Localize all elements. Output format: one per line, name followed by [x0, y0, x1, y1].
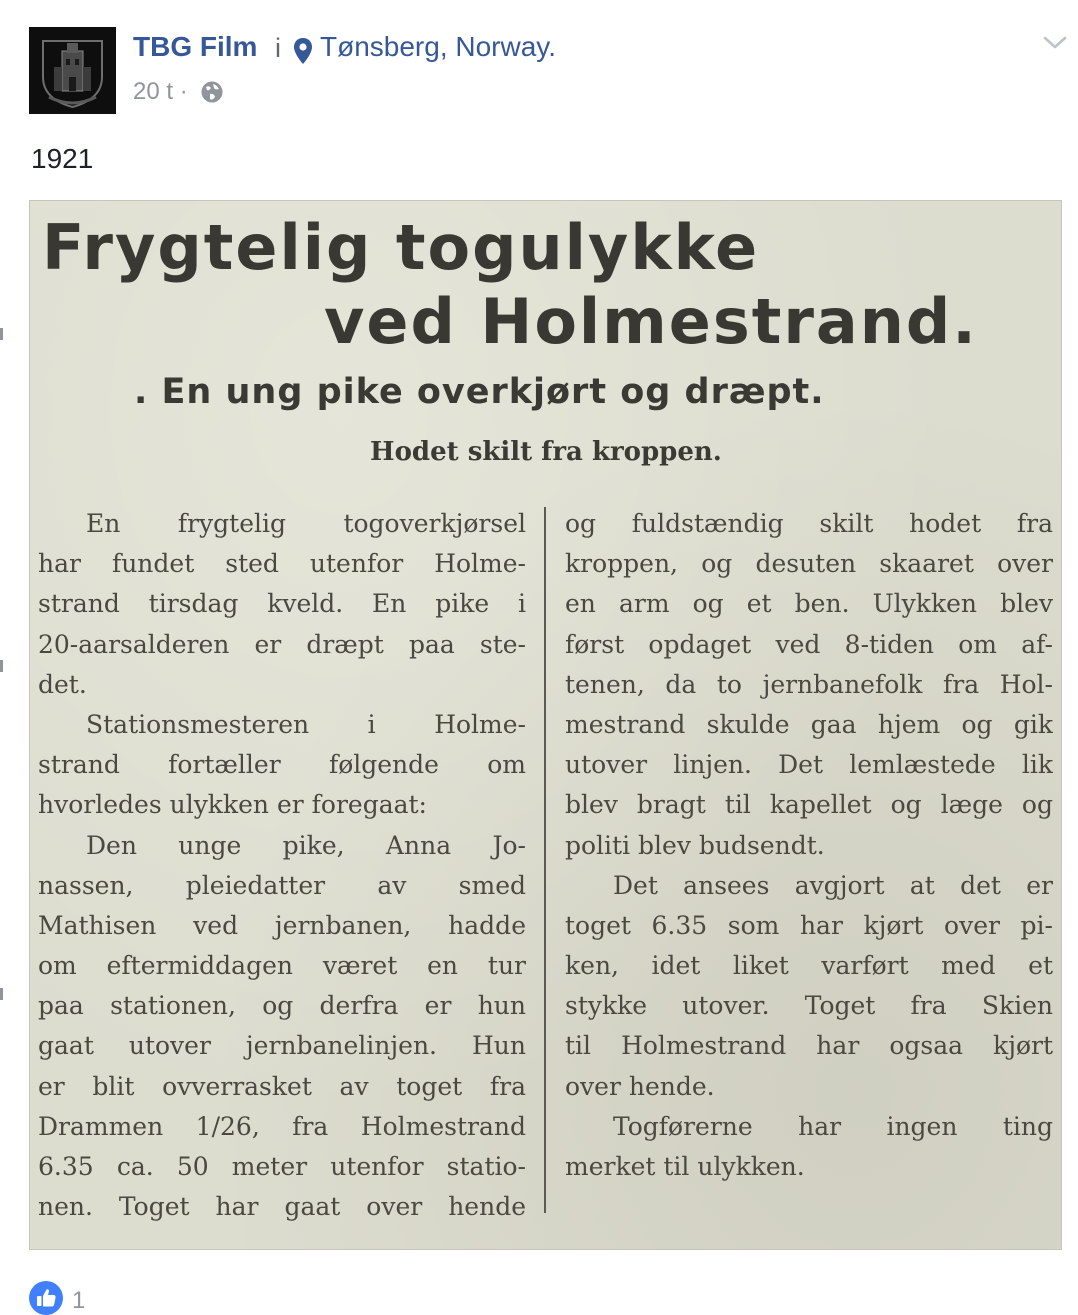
clipping-line: nassen, pleiedatter av smed — [38, 870, 526, 900]
clipping-line: om eftermiddagen været en tur — [38, 951, 526, 981]
clipping-line: først opdaget ved 8-tiden om af- — [565, 629, 1053, 659]
clipping-line: Stationsmesteren i Holme- — [86, 709, 526, 739]
clipping-line: har fundet sted utenfor Holme- — [38, 549, 526, 579]
edge-marker — [0, 660, 3, 672]
clipping-line: gaat utover jernbanelinjen. Hun — [38, 1031, 526, 1061]
page-name-link[interactable]: TBG Film — [133, 31, 258, 62]
edge-marker — [0, 988, 3, 1000]
clipping-line: Det ansees avgjort at det er — [613, 870, 1053, 900]
clipping-headline-line-2: ved Holmestrand. — [324, 285, 978, 358]
clipping-line: utover linjen. Det lemlæstede lik — [565, 750, 1053, 780]
clipping-line: Togførerne har ingen ting — [613, 1111, 1053, 1141]
clipping-line: politi blev budsendt. — [565, 830, 825, 860]
post-timestamp[interactable]: 20 t · — [133, 78, 188, 105]
clipping-line: strand tirsdag kveld. En pike i — [38, 589, 526, 619]
clipping-line: stykke utover. Toget fra Skien — [565, 991, 1053, 1021]
globe-icon — [200, 80, 224, 104]
location-link[interactable]: Tønsberg, Norway. — [320, 31, 556, 62]
clipping-line: tenen, da to jernbanefolk fra Hol- — [565, 669, 1053, 699]
clipping-line: mestrand skulde gaa hjem og gik — [565, 709, 1053, 739]
clipping-line: blev bragt til kapellet og læge og — [565, 790, 1053, 820]
clipping-line: strand fortæller følgende om — [38, 750, 526, 780]
avatar-logo-icon — [29, 27, 116, 114]
clipping-line: over hende. — [565, 1071, 715, 1101]
clipping-line: og fuldstændig skilt hodet fra — [565, 509, 1053, 538]
post-text: 1921 — [31, 143, 94, 174]
clipping-line: til Holmestrand har ogsaa kjørt — [565, 1031, 1053, 1061]
clipping-line: en arm og et ben. Ulykken blev — [565, 589, 1053, 619]
clipping-line: 20-aarsalderen er dræpt paa ste- — [38, 629, 526, 659]
chevron-down-icon[interactable] — [1042, 34, 1068, 52]
clipping-line: ken, idet liket varført med et — [565, 951, 1053, 981]
clipping-line: Den unge pike, Anna Jo- — [86, 830, 526, 860]
column-divider — [544, 507, 546, 1213]
clipping-line: kroppen, og desuten skaaret over — [565, 549, 1053, 579]
clipping-line: hvorledes ulykken er foregaat: — [38, 790, 427, 820]
clipping-left-column — [38, 504, 526, 1227]
reaction-count[interactable]: 1 — [72, 1287, 86, 1314]
clipping-line: toget 6.35 som har kjørt over pi- — [565, 910, 1053, 940]
newspaper-clipping-image[interactable] — [29, 200, 1062, 1250]
clipping-right-column — [565, 504, 1053, 1187]
clipping-line: er blit ovverrasket av toget fra — [38, 1071, 526, 1101]
in-connector: i — [275, 33, 281, 63]
clipping-line: paa stationen, og derfra er hun — [38, 991, 526, 1021]
location-pin-icon — [293, 37, 313, 65]
clipping-line: Mathisen ved jernbanen, hadde — [38, 910, 526, 940]
clipping-line: det. — [38, 669, 87, 699]
clipping-tagline: Hodet skilt fra kroppen. — [370, 437, 722, 467]
clipping-subheadline: . En ung pike overkjørt og dræpt. — [134, 372, 825, 412]
thumbs-up-icon[interactable] — [29, 1281, 63, 1315]
page-avatar[interactable] — [29, 27, 116, 114]
clipping-headline: Frygtelig togulykke — [42, 211, 760, 284]
clipping-line: nen. Toget har gaat over hende — [38, 1192, 526, 1222]
clipping-line: 6.35 ca. 50 meter utenfor statio- — [38, 1152, 526, 1181]
clipping-line: Drammen 1/26, fra Holmestrand — [38, 1111, 526, 1141]
edge-marker — [0, 328, 3, 340]
clipping-line: En frygtelig togoverkjørsel — [86, 509, 526, 538]
clipping-line: merket til ulykken. — [565, 1152, 805, 1181]
